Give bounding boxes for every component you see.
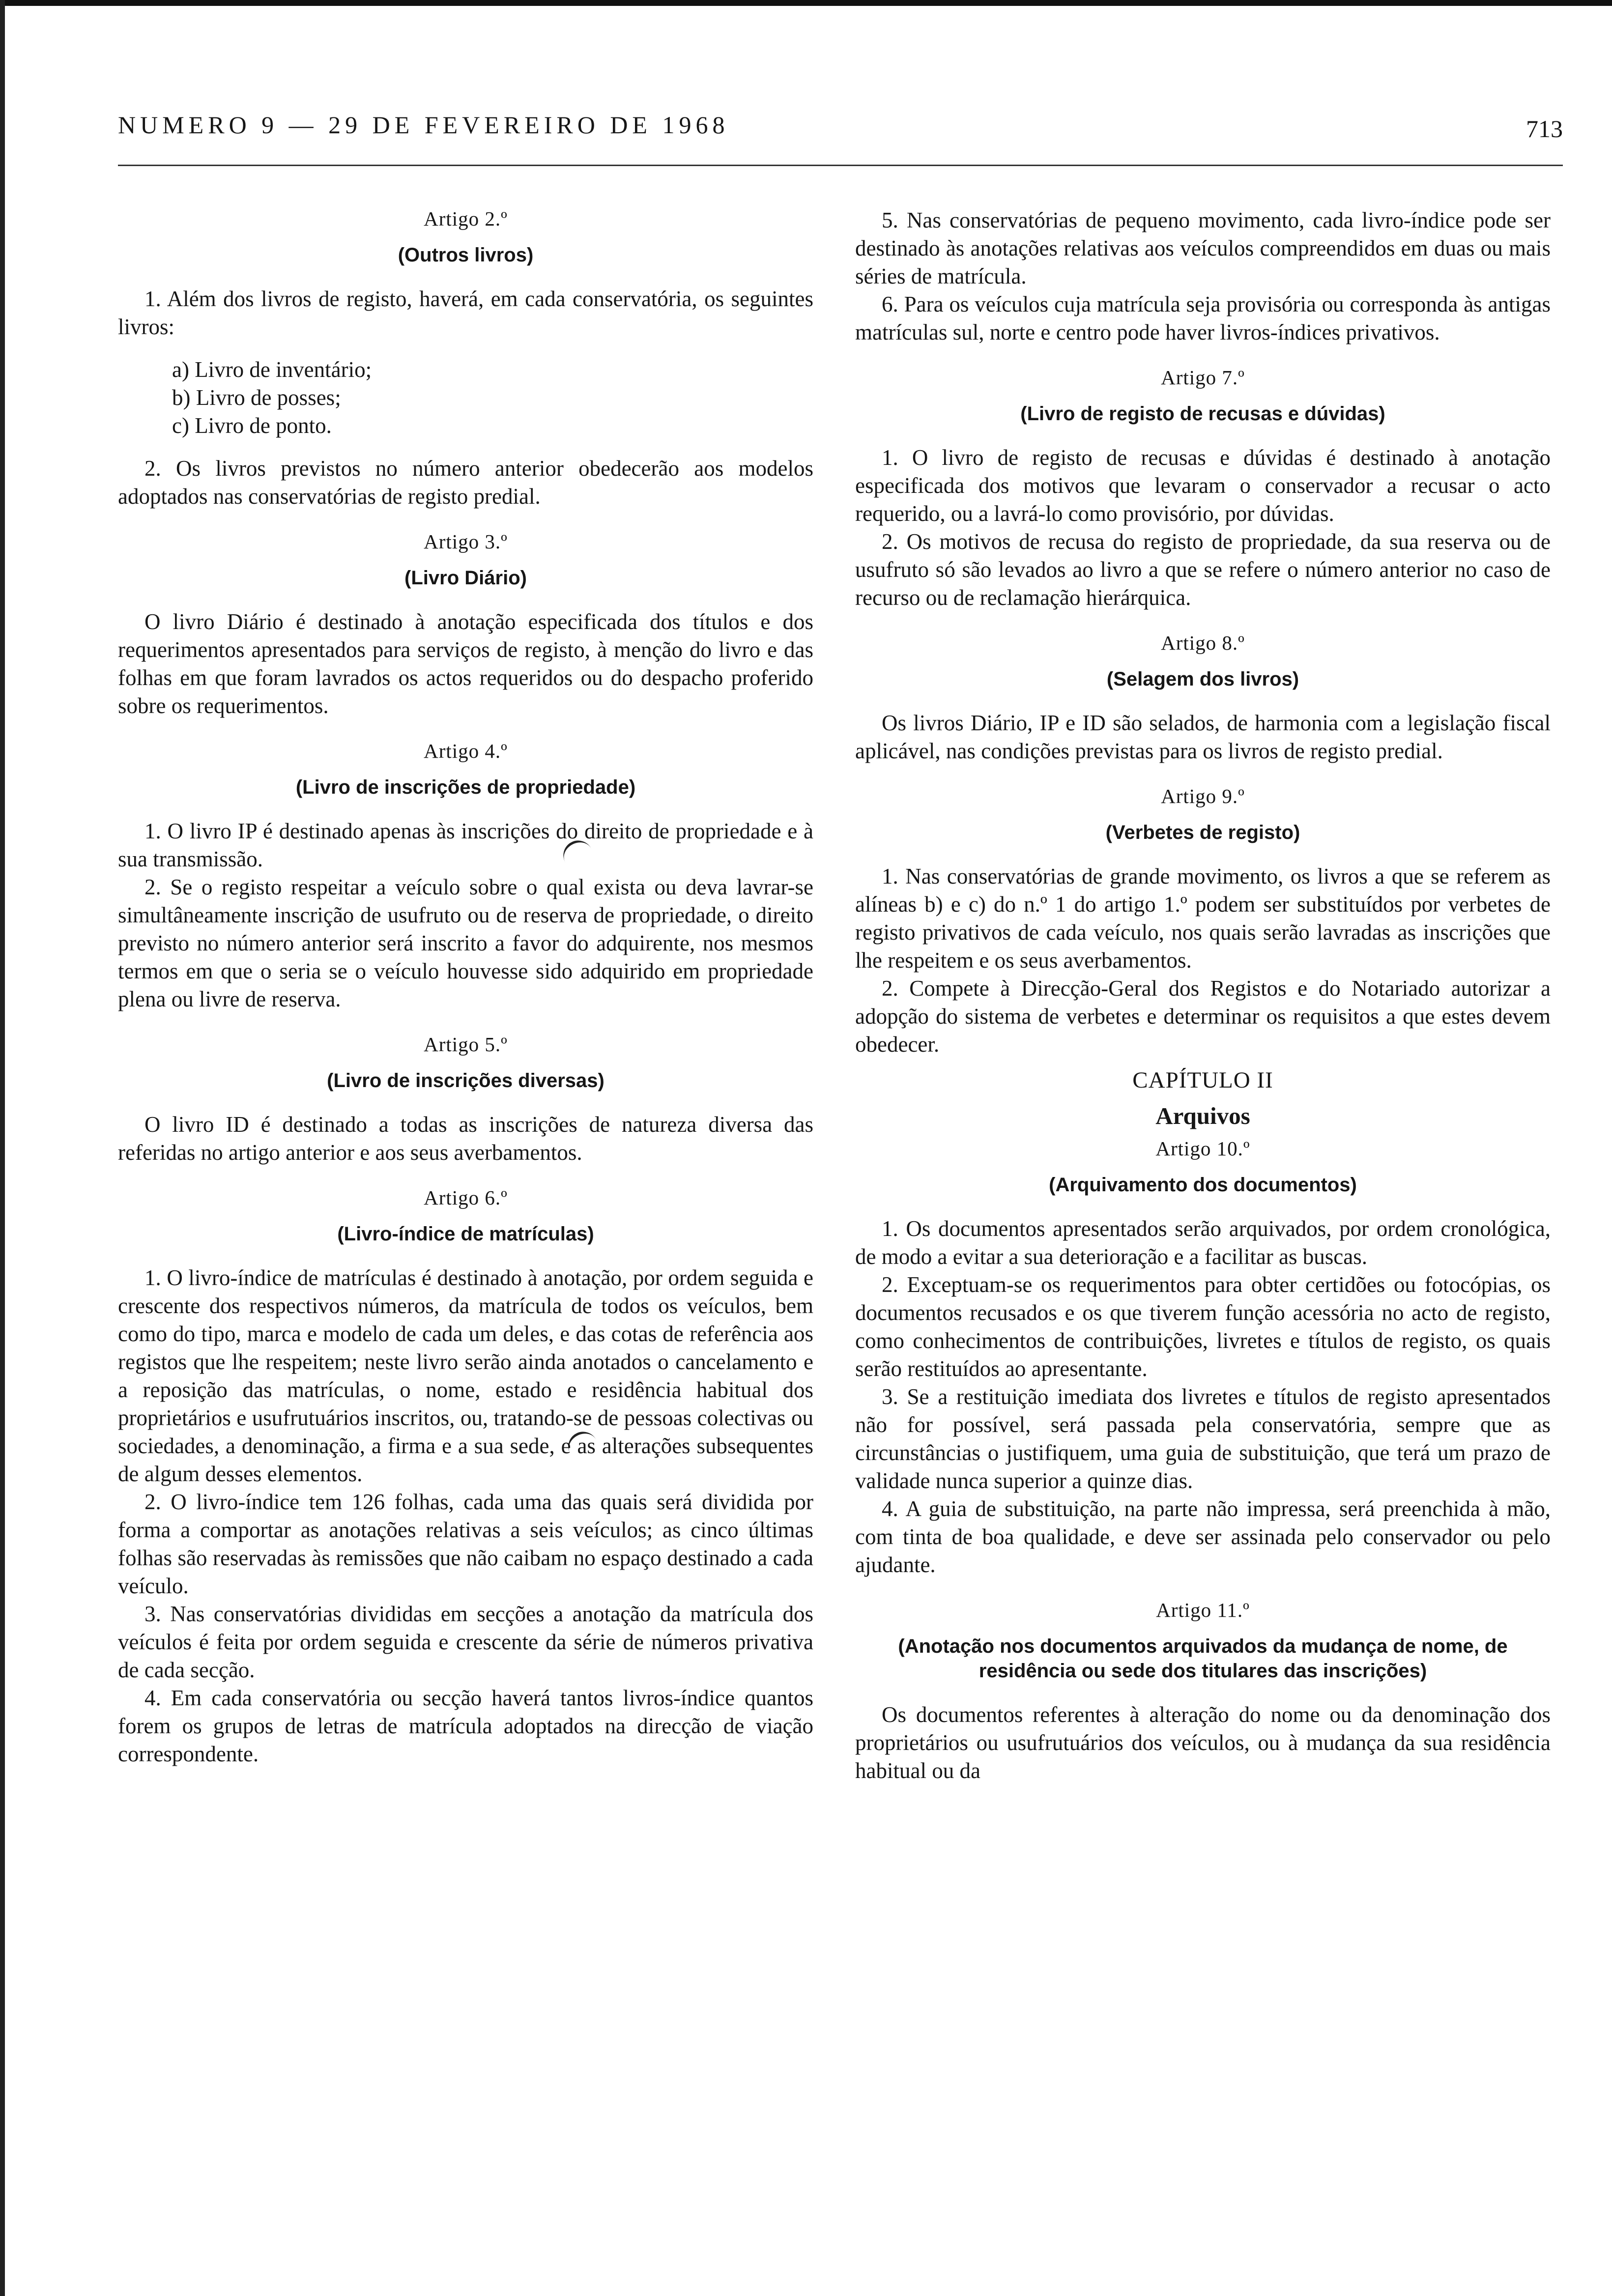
paragraph: 5. Nas conservatórias de pequeno movimento, cada livro-índice pode ser destinado às anotações relativas aos veículos compreendidos em duas ou mais séries de matrícula. <box>855 208 1551 288</box>
article-number: Artigo 10.º <box>1155 1137 1250 1160</box>
paragraph: 6. Para os veículos cuja matrícula seja provisória ou corresponda às antigas matrículas sul, norte e centro pode haver livros-índices privativos. <box>855 292 1551 344</box>
article-number: Artigo 5.º <box>424 1033 508 1056</box>
article-heading: (Livro de inscrições diversas) <box>327 1070 604 1091</box>
article-heading: (Outros livros) <box>398 244 534 266</box>
header-title: NUMERO 9 — 29 DE FEVEREIRO DE 1968 <box>118 111 729 139</box>
article-heading: (Livro-índice de matrículas) <box>337 1223 594 1245</box>
chapter-name: Arquivos <box>1155 1102 1250 1129</box>
article-heading: (Anotação nos documentos arquivados da mudança de nome, de residência ou sede dos titulares das inscrições) <box>898 1636 1508 1682</box>
paragraph: 2. O livro-índice tem 126 folhas, cada uma das quais será dividida por forma a comportar as anotações relativas a seis veículos; as cinco últimas folhas são reservadas às remissões que não caibam no espaço destinado a cada veículo. <box>118 1490 813 1598</box>
paragraph: Os livros Diário, IP e ID são selados, de harmonia com a legislação fiscal aplicável, nas condições previstas para os livros de registo predial. <box>855 711 1551 763</box>
article-number: Artigo 8.º <box>1161 631 1245 654</box>
page-header <box>118 111 1563 155</box>
paragraph: 2. Os livros previstos no número anterior obedecerão aos modelos adoptados nas conservatórias de registo predial. <box>118 456 813 509</box>
paragraph: 1. O livro de registo de recusas e dúvidas é destinado à anotação especificada dos motivos que levaram o conservador a recusar o acto requerido, ou a lavrá-lo como provisório, por dúvidas. <box>855 445 1551 526</box>
paragraph: 1. O livro-índice de matrículas é destinado à anotação, por ordem seguida e crescente dos respectivos números, da matrícula de todos os veículos, bem como do tipo, marca e modelo de cada um deles, e das cotas de referência aos registos que lhe respeitem; neste livro serão ainda anotados o cancelamento e a reposição das matrículas, o nome, estado e residência habitual dos proprietários e usufrutuários inscritos, ou, tratando-se de pessoas colectivas ou sociedades, a denominação, a firma e a sua sede, e as alterações subsequentes de algum desses elementos. <box>118 1265 813 1486</box>
paragraph: 1. O livro IP é destinado apenas às inscrições do direito de propriedade e à sua transmissão. <box>118 819 813 871</box>
paragraph: 3. Nas conservatórias divididas em secções a anotação da matrícula dos veículos é feita por ordem seguida e crescente da série de números privativa de cada secção. <box>118 1602 813 1682</box>
article-number: Artigo 3.º <box>424 530 508 553</box>
article-heading: (Verbetes de registo) <box>1105 822 1300 843</box>
list-item: a) Livro de inventário; <box>172 357 372 382</box>
left-column <box>118 206 813 1768</box>
article-number: Artigo 9.º <box>1161 785 1245 807</box>
book-list <box>118 356 813 440</box>
paragraph: 1. Os documentos apresentados serão arquivados, por ordem cronológica, de modo a evitar a sua deterioração e a facilitar as buscas. <box>855 1216 1551 1269</box>
list-item: c) Livro de ponto. <box>172 413 332 438</box>
header-rule <box>118 165 1563 166</box>
paragraph: 3. Se a restituição imediata dos livretes e títulos de registo apresentados não for possível, será passada pela conservatória, sempre que as circunstâncias o justifiquem, uma guia de substituição, que terá um prazo de validade nunca superior a quinze dias. <box>855 1384 1551 1493</box>
article-number: Artigo 7.º <box>1161 366 1245 389</box>
article-number: Artigo 2.º <box>424 207 508 230</box>
article-number: Artigo 4.º <box>424 740 508 762</box>
paragraph: 1. Nas conservatórias de grande movimento, os livros a que se referem as alíneas b) e c) do n.º 1 do artigo 1.º podem ser substituídos por verbetes de registo privativos de cada veículo, nos quais serão lavradas as inscrições que lhe respeitem e os seus averbamentos. <box>855 864 1551 973</box>
list-item: b) Livro de posses; <box>172 385 341 410</box>
article-heading: (Selagem dos livros) <box>1106 668 1299 690</box>
chapter-number: CAPÍTULO II <box>1132 1067 1273 1093</box>
article-heading: (Livro de registo de recusas e dúvidas) <box>1020 403 1385 425</box>
scan-left-edge <box>0 0 5 2296</box>
paragraph: 2. Compete à Direcção-Geral dos Registos e do Notariado autorizar a adopção do sistema de verbetes e determinar os requisitos a que estes devem obedecer. <box>855 976 1551 1057</box>
paragraph: 4. A guia de substituição, na parte não impressa, será preenchida à mão, com tinta de boa qualidade, e deve ser assinada pelo conservador ou pelo ajudante. <box>855 1496 1551 1577</box>
paragraph: 2. Exceptuam-se os requerimentos para obter certidões ou fotocópias, os documentos recusados e os que tiverem função acessória no acto de registo, como conhecimentos de contribuições, livretes e títulos de registo, os quais serão restituídos ao apresentante. <box>855 1272 1551 1381</box>
page-number: 713 <box>1526 115 1563 143</box>
article-heading: (Livro de inscrições de propriedade) <box>295 776 636 798</box>
paragraph: O livro ID é destinado a todas as inscrições de natureza diversa das referidas no artigo anterior e aos seus averbamentos. <box>118 1112 813 1165</box>
article-heading: (Livro Diário) <box>404 567 527 589</box>
paragraph: Os documentos referentes à alteração do nome ou da denominação dos proprietários ou usufrutuários dos veículos, ou à mudança da sua residência habitual ou da <box>855 1702 1551 1783</box>
paragraph: O livro Diário é destinado à anotação especificada dos títulos e dos requerimentos apresentados para serviços de registo, à menção do livro e das folhas em que foram lavrados os actos requeridos ou do despacho proferido sobre os requerimentos. <box>118 609 813 718</box>
paragraph: 4. Em cada conservatória ou secção haverá tantos livros-índice quantos forem os grupos de letras de matrícula adoptados na direcção de viação correspondente. <box>118 1686 813 1766</box>
right-column <box>855 206 1551 1785</box>
paragraph: 2. Se o registo respeitar a veículo sobre o qual exista ou deva lavrar-se simultâneamente inscrição de usufruto ou de reserva de propriedade, o direito previsto no número anterior será inscrito a favor do adquirente, nos mesmos termos em que o seria se o veículo houvesse sido adquirido em propriedade plena ou livre de reserva. <box>118 875 813 1011</box>
paragraph: 1. Além dos livros de registo, haverá, em cada conservatória, os seguintes livros: <box>118 287 813 339</box>
article-number: Artigo 11.º <box>1156 1599 1250 1621</box>
paragraph: 2. Os motivos de recusa do registo de propriedade, da sua reserva ou de usufruto só são levados ao livro a que se refere o número anterior no caso de recurso ou de reclamação hierárquica. <box>855 529 1551 610</box>
article-heading: (Arquivamento dos documentos) <box>1049 1174 1357 1196</box>
article-number: Artigo 6.º <box>424 1186 508 1209</box>
scan-top-edge <box>0 0 1612 6</box>
